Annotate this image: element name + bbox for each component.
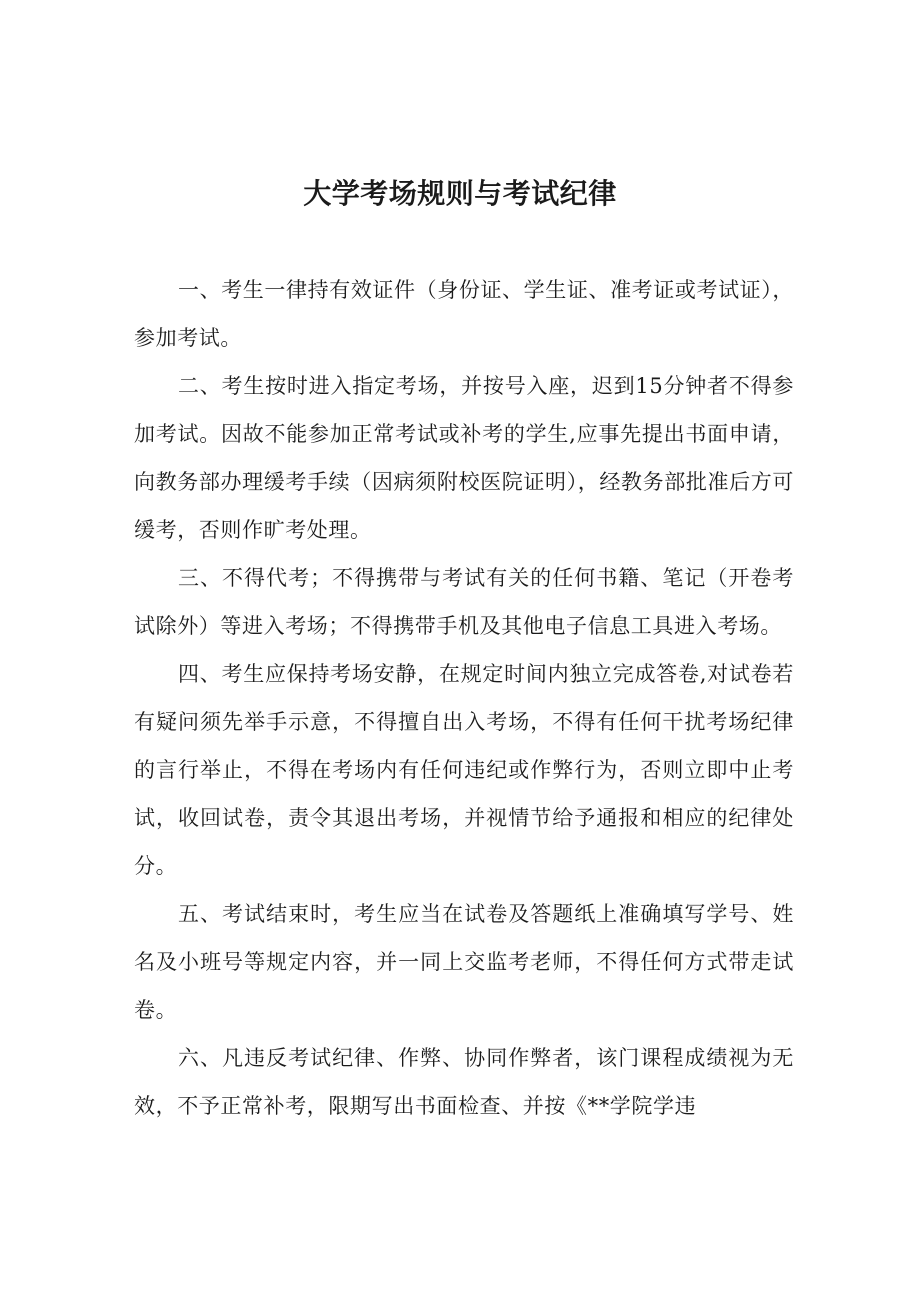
rule-paragraph-5: 五、考试结束时，考生应当在试卷及答题纸上准确填写学号、姓名及小班号等规定内容，并一同上交监考老师，不得任何方式带走试卷。 bbox=[134, 902, 794, 1022]
rule-paragraph-3: 三、不得代考；不得携带与考试有关的任何书籍、笔记（开卷考试除外）等进入考场；不得携带手机及其他电子信息工具进入考场。 bbox=[134, 566, 794, 638]
rule-paragraph-2: 二、考生按时进入指定考场，并按号入座，迟到15分钟者不得参加考试。因故不能参加正常考试或补考的学生,应事先提出书面申请，向教务部办理缓考手续（因病须附校医院证明），经教务部批准后方可缓考，否则作旷考处理。 bbox=[134, 374, 794, 542]
document-title: 大学考场规则与考试纪律 bbox=[303, 177, 617, 210]
rule-paragraph-1: 一、考生一律持有效证件（身份证、学生证、准考证或考试证），参加考试。 bbox=[134, 278, 794, 350]
rule-paragraph-4: 四、考生应保持考场安静，在规定时间内独立完成答卷,对试卷若有疑问须先举手示意，不得擅自出入考场，不得有任何干扰考场纪律的言行举止，不得在考场内有任何违纪或作弊行为，否则立即中止考试，收回试卷，责令其退出考场，并视情节给予通报和相应的纪律处分。 bbox=[134, 662, 794, 878]
document-body bbox=[134, 266, 794, 1130]
rule-paragraph-6: 六、凡违反考试纪律、作弊、协同作弊者，该门课程成绩视为无效，不予正常补考，限期写出书面检查、并按《**学院学违 bbox=[134, 1046, 794, 1118]
